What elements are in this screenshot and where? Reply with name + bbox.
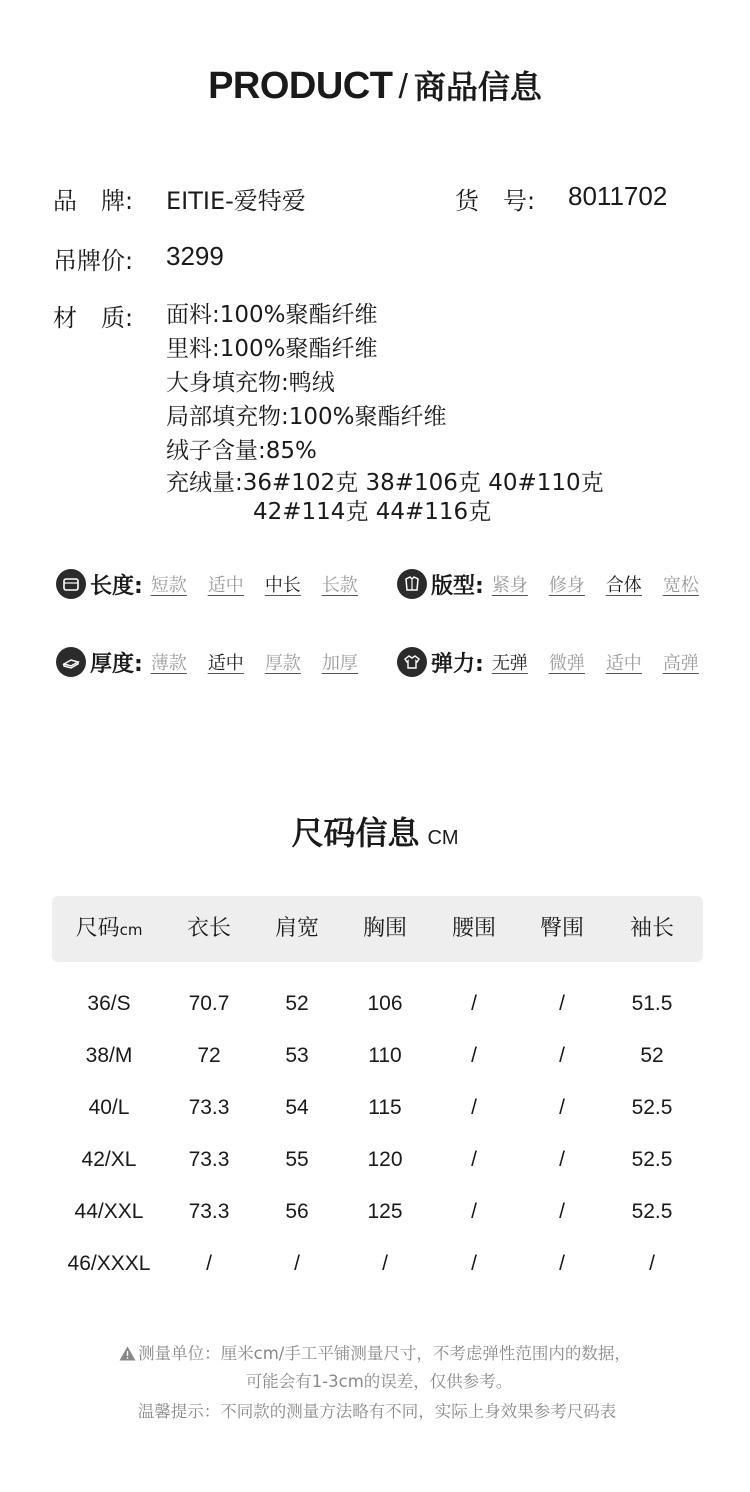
elasticity-shirt-icon: [397, 647, 427, 677]
sku-value: 8011702: [568, 181, 668, 211]
measure-note-line2: 可能会有1-3cm的误差，仅供参考。: [245, 1372, 513, 1391]
fit-option-selected: 合体: [605, 575, 642, 596]
fit-option: 修身: [548, 575, 585, 596]
attr-fit-label: 版型:: [431, 573, 484, 599]
attr-elasticity: [397, 646, 699, 678]
material-line: 42#114克 44#116克: [253, 499, 492, 525]
material-line: 局部填充物:100%聚酯纤维: [166, 404, 447, 430]
size-table-cell: 53: [285, 1044, 309, 1067]
size-table-cell: /: [382, 1252, 388, 1275]
size-table-cell: 70.7: [188, 992, 230, 1015]
size-table-cell: /: [559, 992, 565, 1015]
header-label: 袖长: [629, 916, 674, 941]
title-separator: /: [398, 68, 408, 106]
header-label: 腰围: [451, 916, 496, 941]
elasticity-option: 适中: [605, 653, 642, 674]
length-option: 短款: [150, 575, 187, 596]
sku-label: 货 号:: [455, 187, 536, 215]
material-label: 材 质:: [53, 304, 134, 332]
jacket-length-icon: [56, 569, 86, 599]
size-table-cell: 52.5: [631, 1200, 673, 1223]
size-table-cell: 54: [285, 1096, 309, 1119]
brand-value: EITIE-爱特爱: [166, 187, 306, 215]
fit-option: 紧身: [491, 575, 528, 596]
size-table-size-cell: 46/XXXL: [67, 1252, 151, 1275]
size-table-cell: /: [649, 1252, 655, 1275]
header-label: 尺码: [75, 916, 120, 941]
size-table-cell: 72: [197, 1044, 221, 1067]
size-table-cell: /: [559, 1252, 565, 1275]
size-table-cell: 52.5: [631, 1148, 673, 1171]
attr-elasticity-label: 弹力:: [431, 651, 484, 677]
material-line: 绒子含量:85%: [166, 438, 317, 464]
brand-label: 品 牌:: [53, 187, 134, 215]
attr-fit: [397, 568, 699, 600]
material-line: 大身填充物:鸭绒: [166, 370, 335, 396]
elasticity-option: 微弹: [548, 653, 585, 674]
header-label: 胸围: [362, 916, 407, 941]
attr-length: [56, 568, 358, 600]
title-chinese: 商品信息: [413, 68, 542, 106]
attr-elasticity-options: [492, 649, 699, 675]
material-line: 里料:100%聚酯纤维: [166, 336, 378, 362]
length-option-selected: 中长: [264, 575, 301, 596]
price-value: 3299: [166, 241, 224, 271]
size-table-size-cell: 36/S: [87, 992, 131, 1015]
size-table-cell: /: [559, 1044, 565, 1067]
size-table-header-cell: [247, 896, 347, 962]
tip-note: 温馨提示：不同款的测量方法略有不同，实际上身效果参考尺码表: [137, 1402, 617, 1421]
size-table-cell: /: [294, 1252, 300, 1275]
size-table-size-cell: 44/XXL: [74, 1200, 144, 1223]
size-table-cell: /: [471, 1044, 477, 1067]
size-table-cell: 56: [285, 1200, 309, 1223]
size-table-cell: 110: [368, 1044, 402, 1067]
size-table-cell: 73.3: [188, 1200, 230, 1223]
thickness-option-selected: 适中: [207, 653, 244, 674]
attr-thickness: [56, 646, 358, 678]
attr-fit-options: [492, 571, 699, 597]
size-table-cell: 73.3: [188, 1096, 230, 1119]
size-table-cell: 52.5: [631, 1096, 673, 1119]
title-english: PRODUCT: [208, 65, 393, 107]
header-label: 臀围: [539, 916, 584, 941]
size-table-cell: /: [471, 992, 477, 1015]
elasticity-option-selected: 无弹: [491, 653, 528, 674]
size-table-cell: 52: [640, 1044, 664, 1067]
size-table-size-cell: 38/M: [85, 1044, 133, 1067]
material-list: [166, 298, 604, 526]
header-label: 衣长: [186, 916, 231, 941]
length-option: 适中: [207, 575, 244, 596]
size-table-cell: 115: [368, 1096, 402, 1119]
header-label: 肩宽: [274, 916, 319, 941]
fabric-thickness-icon: [56, 647, 86, 677]
size-table-cell: 120: [367, 1148, 403, 1171]
material-line: 充绒量:36#102克 38#106克 40#110克: [166, 470, 604, 496]
material-line: 面料:100%聚酯纤维: [166, 302, 378, 328]
thickness-option: 薄款: [150, 653, 187, 674]
fit-option: 宽松: [662, 575, 699, 596]
size-table-cell: /: [471, 1200, 477, 1223]
measure-note: [0, 1340, 750, 1365]
size-table-size-cell: 40/L: [88, 1096, 130, 1119]
price-label: 吊牌价:: [53, 247, 134, 275]
size-table-cell: 73.3: [188, 1148, 230, 1171]
attr-thickness-label: 厚度:: [90, 651, 143, 677]
size-table-cell: /: [471, 1096, 477, 1119]
size-table-header-cell: [59, 896, 159, 962]
size-table-header-cell: [424, 896, 524, 962]
thickness-option: 加厚: [321, 653, 358, 674]
length-option: 长款: [321, 575, 358, 596]
size-table-header-cell: [512, 896, 612, 962]
fit-silhouette-icon: [397, 569, 427, 599]
header-unit: cm: [119, 921, 143, 939]
size-table-cell: 125: [367, 1200, 403, 1223]
elasticity-option: 高弹: [662, 653, 699, 674]
size-table-cell: 51.5: [631, 992, 673, 1015]
size-table-cell: /: [559, 1096, 565, 1119]
size-table-cell: 106: [367, 992, 403, 1015]
size-table-cell: /: [471, 1148, 477, 1171]
size-table-header-cell: [335, 896, 435, 962]
size-table-cell: /: [559, 1148, 565, 1171]
page-title: [0, 62, 750, 108]
size-table-cell: 55: [285, 1148, 309, 1171]
size-table-cell: 52: [285, 992, 309, 1015]
attr-length-options: [151, 571, 358, 597]
measure-note-text: 测量单位：厘米cm/手工平铺测量尺寸，不考虑弹性范围内的数据，: [138, 1344, 631, 1363]
size-table-header-cell: [602, 896, 702, 962]
thickness-option: 厚款: [264, 653, 301, 674]
size-table-size-cell: 42/XL: [81, 1148, 137, 1171]
size-table-cell: /: [471, 1252, 477, 1275]
warning-icon: [119, 1346, 136, 1365]
size-section-title: [0, 808, 750, 854]
size-title-text: 尺码信息: [291, 814, 420, 852]
attr-thickness-options: [151, 649, 358, 675]
size-table-header-cell: [159, 896, 259, 962]
size-table-cell: /: [206, 1252, 212, 1275]
attr-length-label: 长度:: [90, 573, 143, 599]
size-table-cell: /: [559, 1200, 565, 1223]
size-title-unit: CM: [427, 827, 459, 849]
